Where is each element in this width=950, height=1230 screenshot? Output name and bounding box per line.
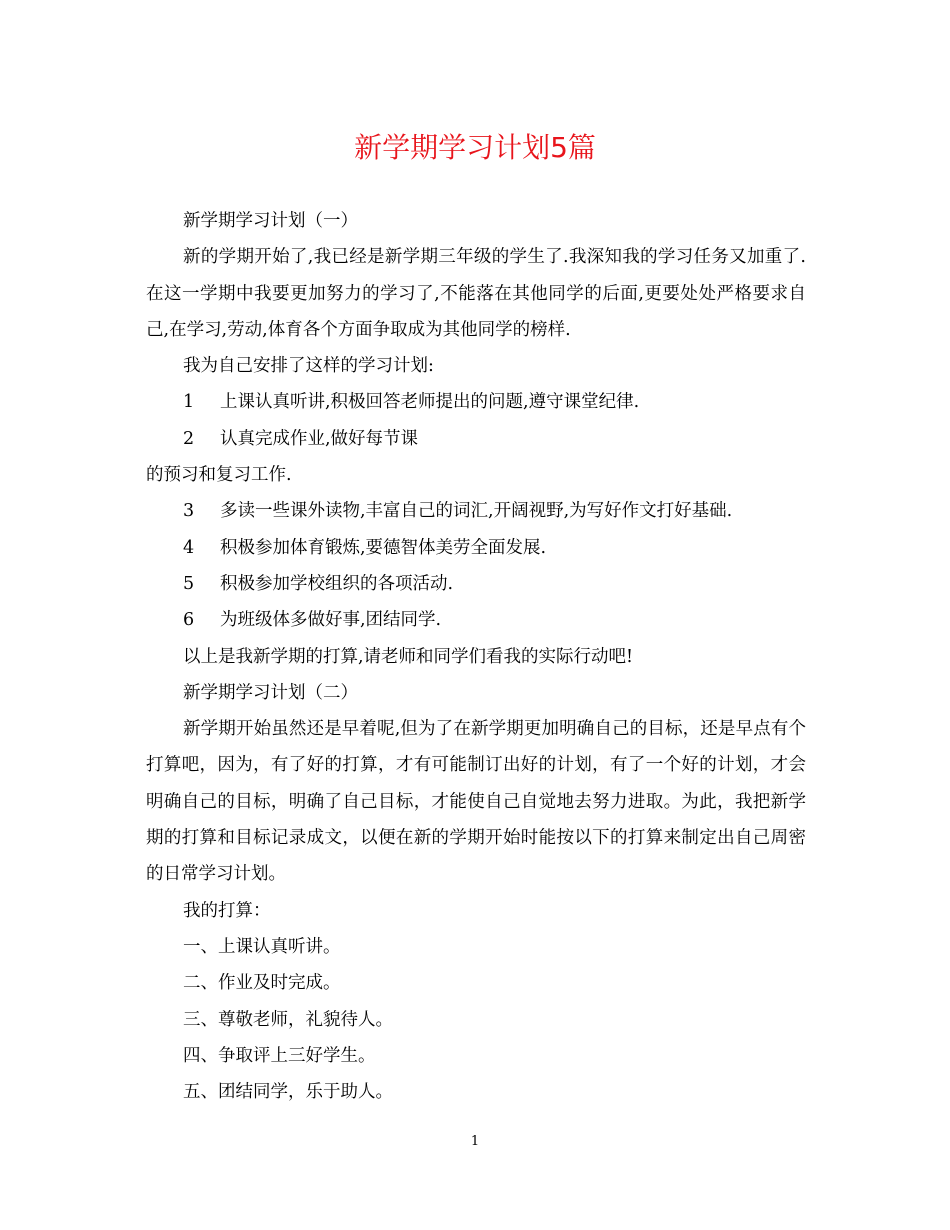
plan-item-number: 3 [183, 501, 195, 522]
plan-item-number: 1 [183, 392, 195, 413]
paragraph-closing: 以上是我新学期的打算,请老师和同学们看我的实际行动吧! [183, 646, 634, 667]
section-heading-1: 新学期学习计划（一） [183, 211, 358, 231]
plan-item-text: 积极参加体育锻炼,要德智体美劳全面发展. [220, 537, 547, 558]
paragraph-body: 新学期开始虽然还是早着呢,但为了在新学期更加明确自己的目标，还是早点有个打算吧，因为，有了好的打算，才有可能制订出好的计划，有了一个好的计划，才会明确自己的目标，明确了自己目标，才能使自己自觉地去努力进取。为此，我把新学期的打算和目标记录成文，以便在新的学期开始时能按以下的打算来制定出自己周密的日常学习计划。 [146, 719, 806, 885]
document-body [146, 203, 806, 1110]
paragraph-plan-lead: 我为自己安排了这样的学习计划: [183, 356, 434, 377]
plan-item-number: 4 [183, 537, 195, 558]
section-heading-2: 新学期学习计划（二） [183, 682, 358, 703]
plan-item-number: 2 [183, 428, 195, 449]
plan-item-continuation: 的预习和复习工作. [146, 465, 292, 486]
goal-item: 二、作业及时完成。 [183, 973, 341, 994]
paragraph-my-plan: 我的打算： [183, 900, 271, 921]
plan-item [146, 493, 806, 529]
plan-item [146, 384, 806, 420]
plan-item [146, 602, 806, 638]
plan-item [146, 421, 806, 457]
goal-item: 三、尊敬老师，礼貌待人。 [183, 1009, 393, 1030]
goal-item: 四、争取评上三好学生。 [183, 1045, 376, 1066]
plan-item-text: 多读一些课外读物,丰富自己的词汇,开阔视野,为写好作文打好基础. [220, 501, 733, 522]
plan-item [146, 566, 806, 602]
goal-item: 一、上课认真听讲。 [183, 936, 341, 957]
plan-item [146, 530, 806, 566]
plan-item-text: 积极参加学校组织的各项活动. [220, 573, 454, 594]
plan-item-text: 为班级体多做好事,团结同学. [220, 610, 442, 631]
page-number: 1 [470, 1134, 480, 1149]
plan-item-text: 上课认真听讲,积极回答老师提出的问题,遵守课堂纪律. [220, 392, 640, 413]
goal-item: 五、团结同学，乐于助人。 [183, 1082, 393, 1103]
plan-item-text: 认真完成作业,做好每节课 [220, 428, 419, 449]
plan-item-number: 6 [183, 610, 195, 631]
plan-item-number: 5 [183, 573, 195, 594]
paragraph-intro: 新的学期开始了,我已经是新学期三年级的学生了.我深知我的学习任务又加重了.在这一学期中我要更加努力的学习了,不能落在其他同学的后面,更要处处严格要求自己,在学习,劳动,体育各个方面争取成为其他同学的榜样. [146, 247, 806, 340]
document-title: 新学期学习计划5篇 [354, 131, 596, 164]
